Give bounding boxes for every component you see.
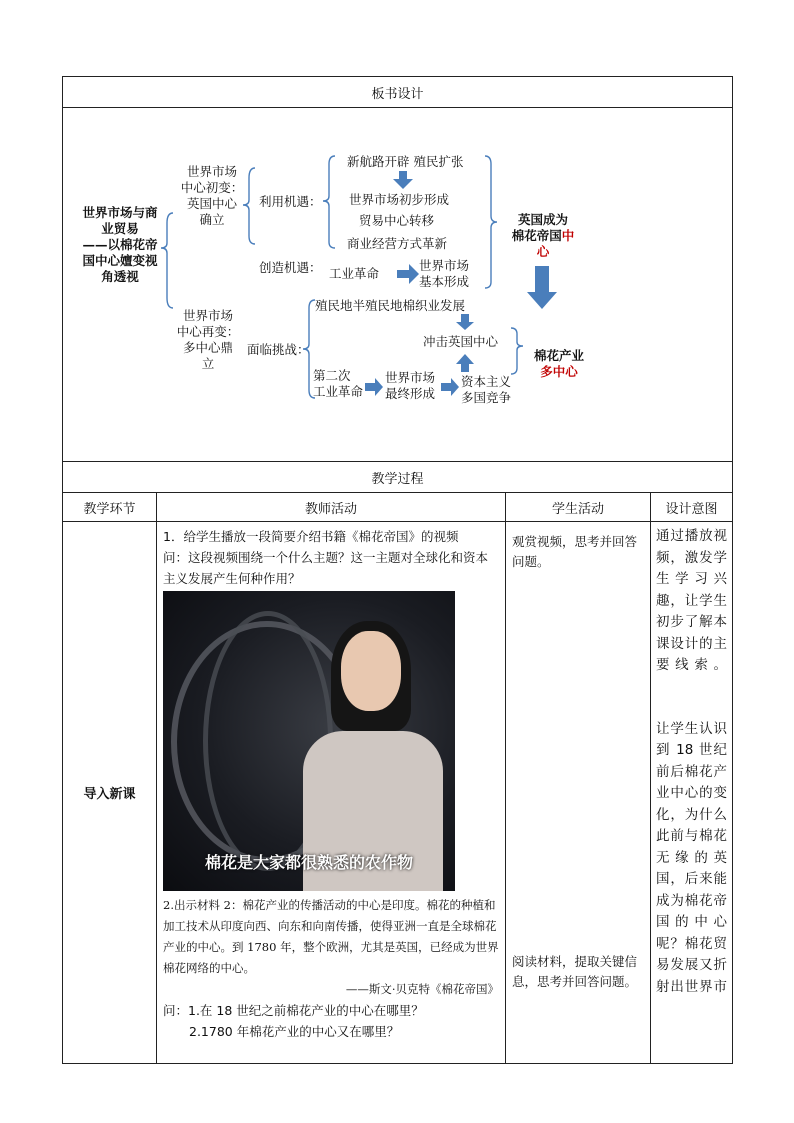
use-opportunity-label: 利用机遇： — [259, 194, 322, 209]
video-caption: 棉花是大家都很熟悉的农作物 — [204, 853, 413, 872]
teacher-cell — [157, 522, 506, 1064]
branch2-line: 中心再变： — [176, 324, 240, 339]
industrial-revolution-text: 工业革命 — [329, 266, 380, 281]
branch2-line: 多中心鼎 — [182, 340, 233, 355]
branch1-line: 确立 — [199, 212, 225, 227]
branch2-line: 立 — [201, 356, 215, 371]
market-final-text — [385, 370, 435, 402]
impact-uk-text: 冲击英国中心 — [423, 334, 499, 349]
lesson-table — [62, 76, 733, 1064]
branch1-line: 英国中心 — [186, 196, 237, 211]
market-basic-text — [419, 258, 469, 290]
col-teacher-header: 教师活动 — [157, 493, 506, 522]
col-intent-header: 设计意图 — [651, 493, 733, 522]
student-activity-2: 阅读材料，提取关键信息，思考并回答问题。 — [512, 954, 638, 989]
root-title-line: ——以棉花帝 — [82, 237, 158, 252]
root-title-line: 角透视 — [101, 269, 139, 284]
branch1-line: 中心初变： — [180, 180, 244, 195]
center-char-red: 心 — [536, 244, 550, 259]
stage-cell: 导入新课 — [63, 522, 157, 1064]
trade-center-shift-text: 贸易中心转移 — [359, 213, 435, 228]
col-stage-header: 教学环节 — [63, 493, 157, 522]
root-title-line: 业贸易 — [101, 221, 139, 236]
material-source: ——斯文·贝克特《棉花帝国》 — [345, 982, 499, 996]
material-text: 棉花产业的传播活动的中心是印度。棉花的种植和加工技术从印度向西、向东和向南传播，使得亚洲一直是全球棉花产业的中心。到 1780 年，整个欧洲，尤其是英国，已经成为世界棉花网络的中心。 — [163, 898, 499, 975]
board-diagram — [63, 108, 733, 462]
root-title-line: 国中心嬗变视 — [82, 253, 158, 268]
col-student-header: 学生活动 — [506, 493, 651, 522]
material-label: 2.出示材料 2： — [163, 898, 243, 912]
second-ir-text — [313, 368, 363, 400]
uk-center-text — [503, 212, 583, 260]
intent-cell — [651, 522, 733, 1064]
student-activity-1: 观赏视频，思考并回答问题。 — [512, 534, 638, 569]
board-design-header: 板书设计 — [63, 77, 733, 108]
second-ir-line: 工业革命 — [313, 384, 364, 399]
capitalism-line: 资本主义 — [461, 374, 512, 389]
branch2-line: 世界市场 — [182, 308, 233, 323]
market-basic-line: 基本形成 — [419, 274, 470, 289]
uk-center-line: 英国成为 — [517, 212, 568, 227]
multi-center-line: 棉花产业 — [533, 348, 584, 363]
create-opportunity-label: 创造机遇： — [259, 260, 322, 275]
intent-2: 让学生认识到 18 世纪前后棉花产业中心的变化，为什么此前与棉花无缘的英国，后来能成为棉花帝国的中心呢？棉花贸易发展又折射出世界市 — [656, 720, 728, 995]
branch1-line: 世界市场 — [186, 164, 237, 179]
branch2-label — [173, 308, 243, 372]
root-title — [75, 205, 165, 285]
branch1-label — [179, 164, 245, 228]
document-page — [62, 76, 732, 1044]
market-final-line: 最终形成 — [385, 386, 436, 401]
material-paragraph — [163, 895, 499, 979]
process-header: 教学过程 — [63, 462, 733, 493]
market-basic-line: 世界市场 — [419, 258, 470, 273]
video-frame[interactable] — [163, 591, 455, 891]
multi-center-text — [529, 348, 589, 380]
colonial-text: 殖民地半殖民地棉织业发展 — [315, 298, 466, 313]
student-cell — [506, 522, 651, 1064]
second-ir-line: 第二次 — [313, 368, 351, 383]
root-title-line: 世界市场与商 — [82, 205, 158, 220]
question-2: 2.1780 年棉花产业的中心又在哪里？ — [189, 1024, 400, 1039]
capitalism-line: 多国竞争 — [461, 390, 512, 405]
uk-center-line: 棉花帝国 — [511, 228, 562, 243]
face-challenge-label: 面临挑战： — [247, 342, 310, 357]
intent-1: 通过播放视频，激发学生学习兴趣，让学生初步了解本课设计的主要线索。 — [656, 528, 728, 673]
teacher-step1: 1．给学生播放一段简要介绍书籍《棉花帝国》的视频 — [163, 529, 459, 544]
business-innovation-text: 商业经营方式革新 — [347, 236, 448, 251]
new-route-text: 新航路开辟 殖民扩张 — [347, 154, 464, 169]
market-final-line: 世界市场 — [385, 370, 436, 385]
market-initial-text: 世界市场初步形成 — [349, 192, 450, 207]
center-char-red: 中 — [561, 228, 575, 243]
question-1: 问：1.在 18 世纪之前棉花产业的中心在哪里？ — [163, 1003, 424, 1018]
teacher-question1: 问：这段视频围绕一个什么主题？这一主题对全球化和资本主义发展产生何种作用？ — [163, 550, 489, 586]
multi-center-line: 多中心 — [540, 364, 578, 379]
presenter-face — [341, 631, 401, 711]
capitalism-text — [461, 374, 511, 406]
